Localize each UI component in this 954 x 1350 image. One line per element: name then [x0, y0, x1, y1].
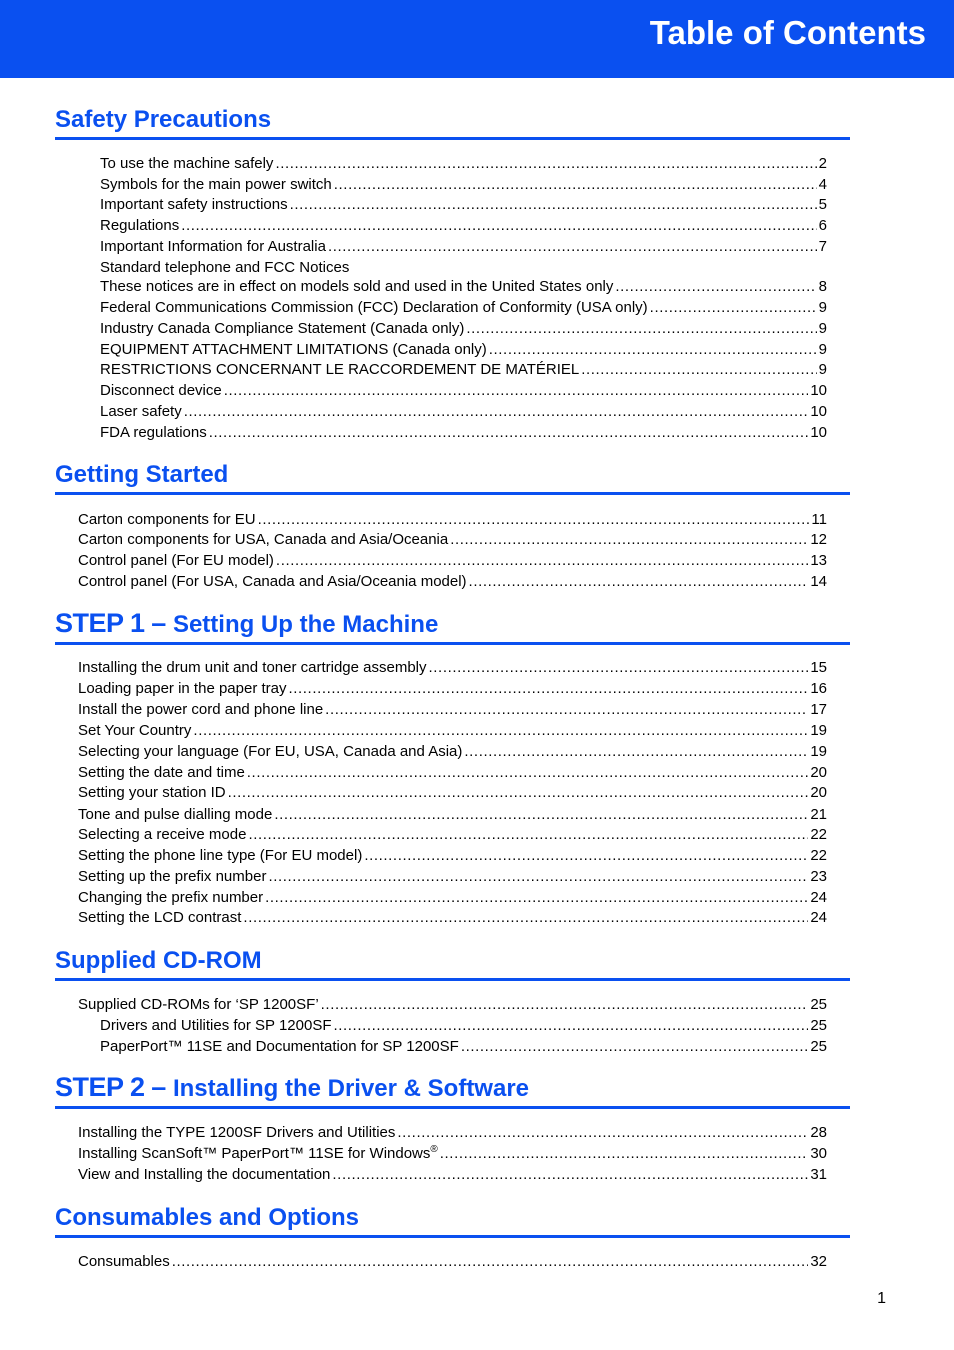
toc-entry[interactable]: View and Installing the documentation ..... 31 [78, 1165, 827, 1185]
toc-entry[interactable]: Selecting a receive mode ..... 22 [78, 825, 827, 845]
toc-subheading: Standard telephone and FCC Notices [100, 259, 350, 276]
toc-entry[interactable]: Carton components for USA, Canada and Asia/Oceania ..... 12 [78, 530, 827, 550]
toc-entry[interactable]: Symbols for the main power switch ..... 4 [100, 175, 827, 195]
page-title: Table of Contents [649, 14, 926, 51]
toc-entry[interactable]: Control panel (For EU model) ..... 13 [78, 551, 827, 571]
toc-entry[interactable]: Laser safety ..... 10 [100, 402, 827, 422]
step-dash: – [151, 608, 167, 638]
toc-entry[interactable]: Supplied CD-ROMs for ‘SP 1200SF’ ..... 25 [78, 995, 827, 1015]
toc-entry[interactable]: FDA regulations ..... 10 [100, 423, 827, 443]
toc-entry[interactable]: Selecting your language (For EU, USA, Canada and Asia) ..... 19 [78, 742, 827, 762]
page-number: 1 [877, 1290, 886, 1307]
toc-entry[interactable]: Regulations ..... 6 [100, 216, 827, 236]
section-heading-safety: Safety Precautions [55, 106, 850, 140]
step-label: STEP 2 [55, 1072, 145, 1102]
section-heading-step-2 [55, 1072, 850, 1109]
section-heading-supplied-cd-rom: Supplied CD-ROM [55, 947, 850, 981]
toc-entry[interactable]: Setting the phone line type (For EU model) ..... 22 [78, 846, 827, 866]
toc-entry[interactable]: Set Your Country ..... 19 [78, 721, 827, 741]
toc-entry[interactable]: Installing ScanSoft™ PaperPort™ 11SE for Windows® ..... 30 [78, 1144, 827, 1164]
toc-entry[interactable]: RESTRICTIONS CONCERNANT LE RACCORDEMENT DE MATÉRIEL ..... 9 [100, 360, 827, 380]
step-label: STEP 1 [55, 608, 145, 638]
toc-entry[interactable]: Loading paper in the paper tray ..... 16 [78, 679, 827, 699]
registered-mark: ® [430, 1144, 438, 1155]
toc-entry[interactable]: Disconnect device ..... 10 [100, 381, 827, 401]
toc-entry[interactable]: Installing the drum unit and toner cartridge assembly ..... 15 [78, 658, 827, 678]
toc-entry[interactable]: Important safety instructions ..... 5 [100, 195, 827, 215]
toc-entry[interactable]: Consumables ..... 32 [78, 1252, 827, 1272]
step-title: Setting Up the Machine [172, 611, 439, 638]
toc-entry[interactable]: Setting your station ID ..... 20 [78, 783, 827, 803]
toc-entry[interactable]: Industry Canada Compliance Statement (Canada only) ..... 9 [100, 319, 827, 339]
toc-entry[interactable]: Drivers and Utilities for SP 1200SF ..... 25 [100, 1016, 827, 1036]
toc-entry[interactable]: Setting up the prefix number ..... 23 [78, 867, 827, 887]
toc-entry[interactable]: Control panel (For USA, Canada and Asia/Oceania model) ..... 14 [78, 572, 827, 592]
toc-entry[interactable]: Installing the TYPE 1200SF Drivers and Utilities ..... 28 [78, 1123, 827, 1143]
section-heading-step-1 [55, 608, 850, 645]
toc-entry[interactable]: Setting the LCD contrast ..... 24 [78, 908, 827, 928]
step-dash: – [151, 1072, 167, 1102]
toc-entry[interactable]: EQUIPMENT ATTACHMENT LIMITATIONS (Canada only) ..... 9 [100, 340, 827, 360]
toc-entry[interactable]: To use the machine safely ..... 2 [100, 154, 827, 174]
step-title: Installing the Driver & Software [172, 1075, 530, 1102]
toc-entry[interactable]: Federal Communications Commission (FCC) Declaration of Conformity (USA only) ..... 9 [100, 298, 827, 318]
section-heading-consumables: Consumables and Options [55, 1204, 850, 1238]
toc-entry[interactable]: Tone and pulse dialling mode ..... 21 [78, 805, 827, 825]
toc-entry[interactable]: Carton components for EU ..... 11 [78, 510, 827, 530]
toc-entry[interactable]: These notices are in effect on models sold and used in the United States only ..... 8 [100, 277, 827, 297]
header-bar [0, 0, 954, 78]
toc-entry[interactable]: Important Information for Australia ..... 7 [100, 237, 827, 257]
section-heading-getting-started: Getting Started [55, 461, 850, 495]
toc-entry[interactable]: PaperPort™ 11SE and Documentation for SP 1200SF ..... 25 [100, 1037, 827, 1057]
toc-entry[interactable]: Setting the date and time ..... 20 [78, 763, 827, 783]
toc-entry[interactable]: Install the power cord and phone line ..... 17 [78, 700, 827, 720]
toc-entry[interactable]: Changing the prefix number ..... 24 [78, 888, 827, 908]
